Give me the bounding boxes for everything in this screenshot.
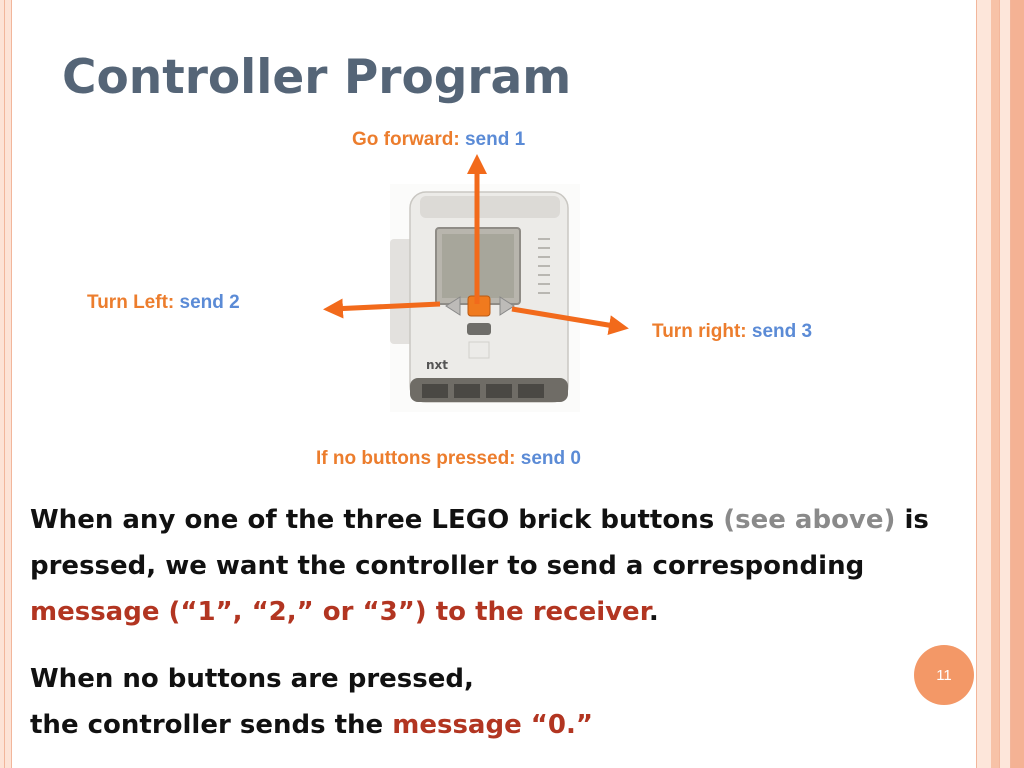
no-button-action: If no buttons pressed: bbox=[316, 448, 516, 469]
right-message: send 3 bbox=[751, 321, 813, 342]
para2-line2-start: the controller sends the bbox=[30, 710, 393, 740]
forward-message: send 1 bbox=[464, 129, 526, 150]
slide-title: Controller Program bbox=[62, 50, 572, 105]
left-action: Turn Left: bbox=[87, 292, 175, 313]
nxt-logo-text: nxt bbox=[426, 358, 449, 372]
paragraph-no-buttons bbox=[30, 656, 910, 748]
no-button-label bbox=[316, 448, 581, 470]
para1-part1: When any one of the three LEGO brick buttons bbox=[30, 505, 724, 535]
para1-period: . bbox=[648, 597, 659, 627]
forward-action: Go forward: bbox=[352, 129, 460, 150]
nxt-brick-image bbox=[390, 184, 580, 412]
para1-see-above: (see above) bbox=[723, 505, 896, 535]
right-action: Turn right: bbox=[652, 321, 747, 342]
paragraph-buttons bbox=[30, 497, 970, 635]
left-border-decoration bbox=[0, 0, 12, 768]
right-border-decoration bbox=[976, 0, 1024, 768]
para2-line1: When no buttons are pressed, bbox=[30, 664, 474, 694]
left-label bbox=[87, 292, 240, 314]
para1-message: message (“1”, “2,” or “3”) to the receiver bbox=[30, 597, 649, 627]
right-label bbox=[652, 321, 812, 343]
forward-label bbox=[352, 129, 525, 151]
para2-message: message “0.” bbox=[392, 710, 593, 740]
para1-part3: is pressed, we want the controller to send a corresponding bbox=[30, 505, 929, 581]
left-message: send 2 bbox=[179, 292, 240, 313]
page-number-badge: 11 bbox=[914, 645, 974, 705]
no-button-message: send 0 bbox=[520, 448, 581, 469]
